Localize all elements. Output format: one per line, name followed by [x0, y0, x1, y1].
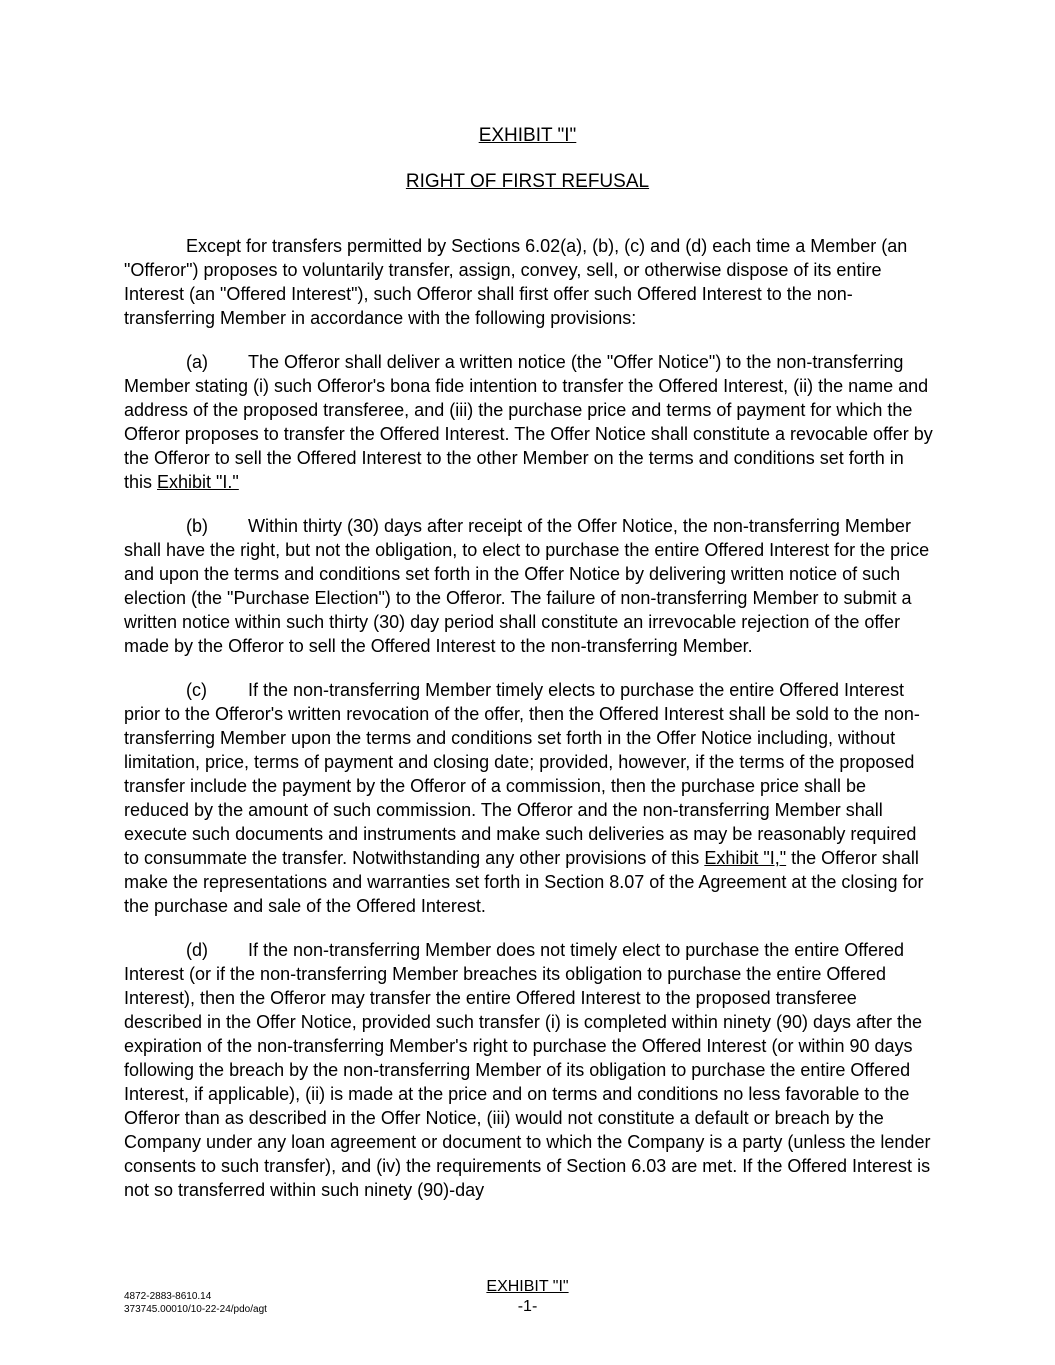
- page-number: -1-: [517, 1298, 538, 1315]
- footer-exhibit-label: EXHIBIT "I": [486, 1278, 569, 1295]
- exhibit-title-text: EXHIBIT "I": [478, 125, 577, 146]
- exhibit-reference-link: Exhibit "I.": [157, 472, 239, 492]
- paragraph-b: [124, 514, 934, 658]
- intro-text: Except for transfers permitted by Sections 6.02(a), (b), (c) and (d) each time a Member (an "Offeror") proposes to voluntarily transfer, assign, convey, sell, or otherwise dispose of its entire Interest (an "Offered Interest"), such Offeror shall first offer such Offered Interest to the non-transferring Member in accordance with the following provisions:: [124, 236, 908, 328]
- paragraph-b-text: Within thirty (30) days after receipt of the Offer Notice, the non-transferring Member shall have the right, but not the obligation, to elect to purchase the entire Offered Interest for the price and upon the terms and conditions set forth in the Offer Notice by delivering written notice of such election (the "Purchase Election") to the Offeror. The failure of non-transferring Member to submit a written notice within such thirty (30) day period shall constitute an irrevocable rejection of the offer made by the Offeror to sell the Offered Interest to the non-transferring Member.: [124, 516, 930, 656]
- paragraph-d: [124, 938, 934, 1202]
- page-footer: [0, 1277, 1055, 1317]
- paragraph-c-label: (c): [186, 680, 207, 700]
- paragraph-b-label: (b): [186, 516, 208, 536]
- paragraph-c-text-after: the Offeror shall make the representations and warranties set forth in Section 8.07 of the Agreement at the closing for the purchase and sale of the Offered Interest.: [124, 848, 924, 916]
- paragraph-a: [124, 350, 934, 494]
- paragraph-a-text: The Offeror shall deliver a written notice (the "Offer Notice") to the non-transferring Member stating (i) such Offeror's bona fide intention to transfer the Offered Interest, (ii) the name and address of the proposed transferee, and (iii) the purchase price and terms of payment for which the Offeror proposes to transfer the Offered Interest. The Offer Notice shall constitute a revocable offer by the Offeror to sell the Offered Interest to the other Member on the terms and conditions set forth in this: [124, 352, 933, 492]
- paragraph-d-text: If the non-transferring Member does not timely elect to purchase the entire Offered Interest (or if the non-transferring Member breaches its obligation to purchase the entire Offered Interest), then the Offeror may transfer the entire Offered Interest to the proposed transferee described in the Offer Notice, provided such transfer (i) is completed within ninety (90) days after the expiration of the non-transferring Member's right to purchase the Offered Interest (or within 90 days following the breach by the non-transferring Member of its obligation to purchase the entire Offered Interest, if applicable), (ii) is made at the price and on terms and conditions no less favorable to the Offeror than as described in the Offer Notice, (iii) would not constitute a default or breach by the Company under any loan agreement or document to which the Company is a party (unless the lender consents to such transfer), and (iv) the requirements of Section 6.03 are met. If the Offered Interest is not so transferred within such ninety (90)-day: [124, 940, 931, 1200]
- paragraph-c: [124, 678, 934, 918]
- exhibit-reference-link: Exhibit "I,": [704, 848, 787, 868]
- document-subtitle: [0, 170, 1055, 194]
- document-id-line-2: 373745.00010/10-22-24/pdo/agt: [124, 1304, 267, 1315]
- document-id-line-1: 4872-2883-8610.14: [124, 1291, 212, 1302]
- document-body: [124, 234, 934, 1222]
- paragraph-d-label: (d): [186, 940, 208, 960]
- exhibit-title: [0, 124, 1055, 148]
- paragraph-c-text: If the non-transferring Member timely elects to purchase the entire Offered Interest prior to the Offeror's written revocation of the offer, then the Offered Interest shall be sold to the non-transferring Member upon the terms and conditions set forth in the Offer Notice including, without limitation, price, terms of payment and closing date; provided, however, if the terms of the proposed transfer include the payment by the Offeror of a commission, then the purchase price shall be reduced by the amount of such commission. The Offeror and the non-transferring Member shall execute such documents and instruments and make such deliveries as may be reasonably required to consummate the transfer. Notwithstanding any other provisions of this: [124, 680, 920, 868]
- document-subtitle-text: RIGHT OF FIRST REFUSAL: [405, 171, 650, 192]
- paragraph-a-label: (a): [186, 352, 208, 372]
- intro-paragraph: [124, 234, 934, 330]
